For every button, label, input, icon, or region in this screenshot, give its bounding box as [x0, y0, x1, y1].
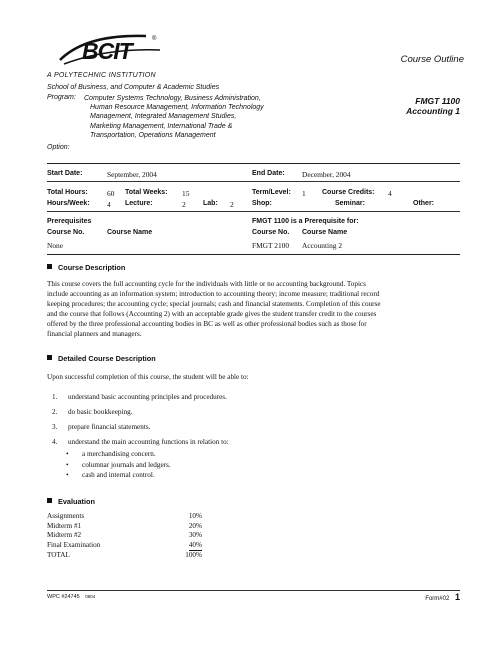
sub-list-item: • columnar journals and ledgers. [66, 460, 171, 469]
registered-mark: ® [152, 36, 157, 42]
end-date-label: End Date: [252, 170, 285, 177]
list-item: 4. understand the main accounting functions in relation to: [52, 438, 229, 446]
lab-value: 2 [230, 200, 234, 209]
list-item: 2. do basic bookkeeping. [52, 408, 133, 416]
program-line: Human Resource Management, Information Technology [90, 104, 264, 112]
section-title-text: Evaluation [58, 497, 95, 506]
divider [47, 211, 460, 212]
is-prereq-course-name-header: Course Name [302, 229, 348, 236]
seminar-label: Seminar: [335, 200, 365, 207]
description-line: include accounting as an information system; introduction to accounting theory; income measure; traditional record [47, 290, 380, 298]
section-title-text: Detailed Course Description [58, 354, 156, 363]
is-prereq-title: FMGT 1100 is a Prerequisite for: [252, 218, 359, 225]
program-line: Management, Integrated Management Studies, [90, 113, 237, 121]
term-level-value: 1 [302, 189, 306, 198]
hours-week-label: Hours/Week: [47, 200, 90, 207]
sub-list-item: • cash and internal control. [66, 471, 155, 479]
course-description-title [47, 263, 125, 272]
description-line: This course covers the full accounting cycle for the individuals with little or no accounting background. Topics [47, 280, 366, 288]
evaluation-title [47, 497, 95, 506]
description-line: keeping procedures; the accounting cycle; special journals; cash and financial statements. Completion of this course [47, 300, 381, 308]
table-row: Assignments 10% [47, 512, 202, 520]
course-code: FMGT 1100 [415, 96, 460, 106]
lecture-value: 2 [182, 200, 186, 209]
is-prereq-course-name: Accounting 2 [302, 241, 343, 250]
lecture-label: Lecture: [125, 200, 153, 207]
outcome-list [52, 392, 229, 481]
option-label: Option: [47, 144, 70, 151]
course-credits-value: 4 [388, 189, 392, 198]
shop-label: Shop: [252, 200, 272, 207]
program-list [84, 94, 264, 140]
prerequisites-title: Prerequisites [47, 218, 92, 225]
divider [47, 181, 460, 182]
table-row: Midterm #1 20% [47, 521, 202, 530]
detailed-intro: Upon successful completion of this course, the student will be able to: [47, 373, 249, 381]
total-weeks-value: 15 [182, 189, 190, 198]
program-line: Computer Systems Technology, Business Administration, [84, 95, 261, 102]
sub-list-item: • a merchandising concern. [66, 450, 156, 458]
is-prereq-course-no-header: Course No. [252, 229, 290, 236]
start-date-value: September, 2004 [107, 170, 157, 179]
footer-right: Form#02 1 [425, 592, 460, 602]
total-weeks-label: Total Weeks: [125, 189, 168, 196]
detailed-description-title [47, 354, 156, 363]
footer-divider [47, 590, 460, 591]
table-row: Midterm #2 30% [47, 531, 202, 540]
hours-week-value: 4 [107, 200, 111, 209]
section-bullet-icon [47, 498, 52, 503]
sub-list [52, 449, 229, 481]
section-bullet-icon [47, 264, 52, 269]
prereq-value: None [47, 241, 64, 250]
evaluation-table [47, 512, 202, 561]
course-title: Accounting 1 [406, 106, 460, 116]
list-item: 3. prepare financial statements. [52, 423, 151, 431]
prereq-course-name-header: Course Name [107, 229, 153, 236]
description-line: and the course that follows (Accounting 2) with an acceptable grade gives the student transfer credit to the courses [47, 310, 377, 318]
course-credits-label: Course Credits: [322, 189, 375, 196]
divider [47, 163, 460, 164]
course-description-body [47, 279, 467, 339]
footer-left: WPC #24745 0804 [47, 594, 96, 600]
tagline: A POLYTECHNIC INSTITUTION [47, 72, 156, 79]
bullet-icon: • [66, 460, 69, 469]
logo-text: BCIT [82, 38, 132, 64]
term-level-label: Term/Level: [252, 189, 291, 196]
page-number: 1 [454, 592, 460, 602]
section-title-text: Course Description [58, 263, 126, 272]
description-line: financial planners and managers. [47, 330, 142, 338]
total-hours-label: Total Hours: [47, 189, 88, 196]
document-type: Course Outline [400, 54, 464, 65]
program-line: Transportation, Operations Management [90, 131, 216, 139]
section-bullet-icon [47, 355, 52, 360]
is-prereq-course-no: FMGT 2100 [252, 241, 290, 250]
lab-label: Lab: [203, 200, 218, 207]
prereq-course-no-header: Course No. [47, 229, 85, 236]
school-name: School of Business, and Computer & Academic Studies [47, 84, 220, 91]
list-item: 1. understand basic accounting principles and procedures. [52, 393, 227, 401]
table-row: Final Examination 40% [47, 541, 202, 552]
description-line: offered by the three professional accounting bodies in BC as well as other professional bodies such as those for [47, 320, 367, 328]
program-line: Marketing Management, International Trade & [90, 122, 233, 130]
start-date-label: Start Date: [47, 170, 83, 177]
other-label: Other: [413, 200, 434, 207]
bullet-icon: • [66, 450, 69, 458]
total-hours-value: 60 [107, 189, 115, 198]
program-label: Program: [47, 94, 76, 101]
table-row-total: TOTAL 100% [47, 551, 202, 560]
bullet-icon: • [66, 471, 69, 479]
divider [47, 254, 460, 255]
bcit-logo [56, 30, 166, 70]
end-date-value: December, 2004 [302, 170, 351, 179]
